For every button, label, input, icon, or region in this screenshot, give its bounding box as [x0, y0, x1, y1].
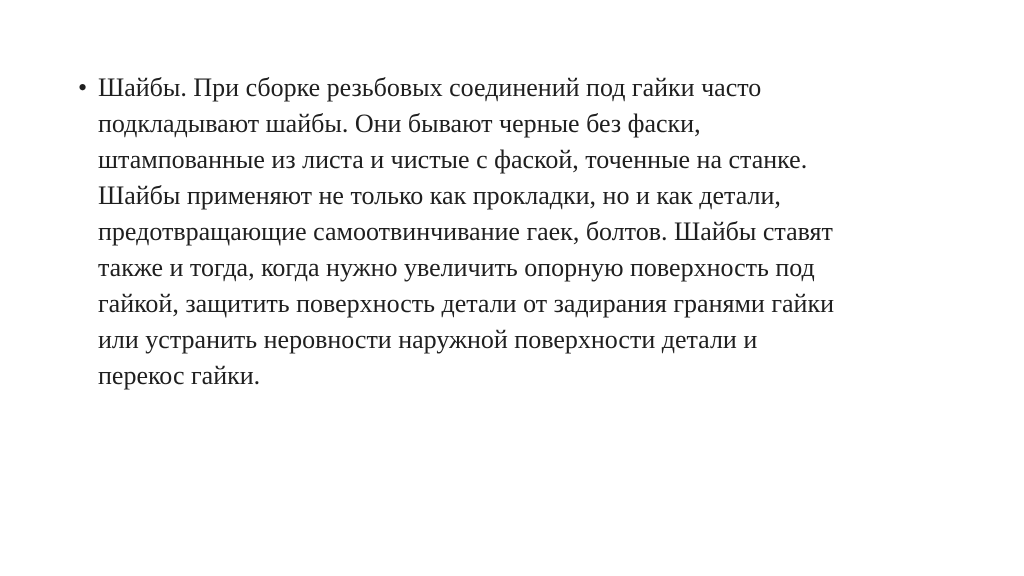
paragraph-line: Шайбы. При сборке резьбовых соединений под гайки часто — [98, 73, 762, 102]
paragraph-line: или устранить неровности наружной поверхности детали и — [98, 325, 758, 354]
paragraph-line: гайкой, защитить поверхность детали от задирания гранями гайки — [98, 289, 834, 318]
paragraph-line: перекос гайки. — [98, 361, 261, 390]
paragraph-line: подкладывают шайбы. Они бывают черные без фаски, — [98, 109, 701, 138]
paragraph-line: Шайбы применяют не только как прокладки, но и как детали, — [98, 181, 781, 210]
bullet-paragraph — [98, 70, 954, 394]
bullet-item — [74, 70, 954, 394]
paragraph-line: штампованные из листа и чистые с фаской, точенные на станке. — [98, 145, 808, 174]
paragraph-line: предотвращающие самоотвинчивание гаек, болтов. Шайбы ставят — [98, 217, 833, 246]
paragraph-line: также и тогда, когда нужно увеличить опорную поверхность под — [98, 253, 815, 282]
bullet-icon: • — [78, 73, 88, 102]
bullet-list — [74, 70, 954, 394]
